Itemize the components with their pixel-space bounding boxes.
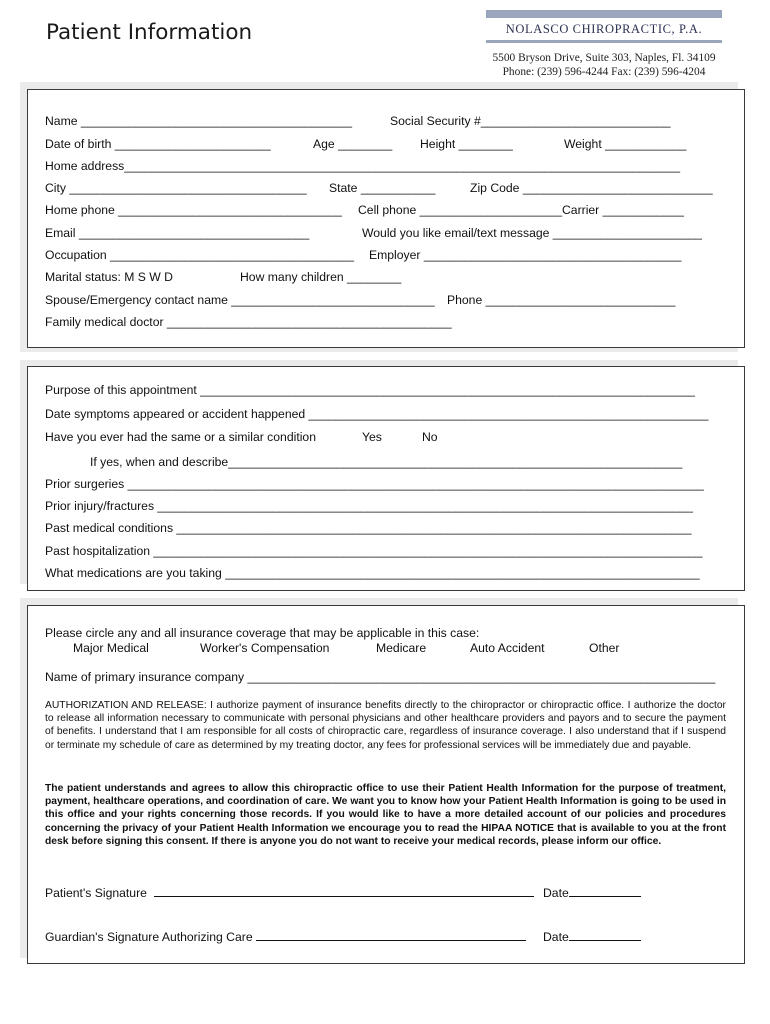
name-field[interactable]: Name ________________________________________ [45,114,353,128]
patient-signature-line[interactable] [154,885,534,897]
occupation-field[interactable]: Occupation ____________________________________ [45,248,355,262]
guardian-date-label: Date [543,930,569,944]
marital-status-field[interactable]: Marital status: M S W D [45,270,173,284]
state-field[interactable]: State ___________ [329,181,436,195]
insurance-consent-box [27,605,745,964]
insurance-instruction: Please circle any and all insurance coverage that may be applicable in this case: [45,626,480,640]
medical-history-box [27,366,745,591]
zip-field[interactable]: Zip Code ____________________________ [470,181,713,195]
insurance-option-other[interactable]: Other [589,641,620,655]
emergency-phone-field[interactable]: Phone ____________________________ [447,293,676,307]
home-address-field[interactable]: Home address__________________________________________________________________________________ [45,159,681,173]
children-field[interactable]: How many children ________ [240,270,402,284]
prior-injury-field[interactable]: Prior injury/fractures _______________________________________________________________________________ [45,499,693,513]
ssn-field[interactable]: Social Security #____________________________ [390,114,671,128]
authorization-release-text: AUTHORIZATION AND RELEASE: I authorize payment of insurance benefits directly to the chiropractor or chiropractic office. I authorize the doctor to release all information necessary to communicate with personal physicians and other healthcare providers and payors and to secure the payment of benefits. I understand that I am responsible for all costs of chiropractic care, regardless of insurance coverage. I also understand that if I suspend or terminate my schedule of care as determined by my treating doctor, any fees for professional services will be immediately due and payable. [45,700,726,751]
hipaa-consent-text: The patient understands and agrees to allow this chiropractic office to use their Patient Health Information for the purpose of treatment, payment, healthcare operations, and coordination of care. We want you to know how your Patient Health Information is going to be used in this office and your rights concerning those records. If you would like to have a more detailed account of our policies and procedures concerning the privacy of your Patient Health Information we encourage you to read the HIPAA NOTICE that is available to you at the front desk before signing this consent. If there is anyone you do not want to receive your medical records, please inform our office. [45,783,726,847]
practice-name: NOLASCO CHIROPRACTIC, P.A. [505,22,703,36]
past-conditions-field[interactable]: Past medical conditions ____________________________________________________________________________ [45,521,692,535]
weight-field[interactable]: Weight ____________ [564,137,687,151]
city-field[interactable]: City ___________________________________ [45,181,307,195]
guardian-signature-row [45,929,526,945]
page-title: Patient Information [46,20,253,45]
symptoms-date-field[interactable]: Date symptoms appeared or accident happened ___________________________________________________________ [45,407,709,421]
practice-phone-fax: Phone: (239) 596-4244 Fax: (239) 596-4204 [502,66,706,78]
insurance-option-auto-accident[interactable]: Auto Accident [470,641,545,655]
medications-field[interactable]: What medications are you taking ______________________________________________________________________ [45,566,700,580]
email-text-preference-field[interactable]: Would you like email/text message ______________________ [362,226,702,240]
prior-surgeries-field[interactable]: Prior surgeries _____________________________________________________________________________________ [45,477,704,491]
patient-date-label: Date [543,886,569,900]
guardian-date-line[interactable] [569,929,641,941]
personal-info-box [27,89,745,348]
letterhead-rule [486,40,722,43]
primary-insurance-field[interactable]: Name of primary insurance company _____________________________________________________________________ [45,670,716,684]
describe-field[interactable]: If yes, when and describe___________________________________________________________________ [90,455,683,469]
insurance-option-workers-comp[interactable]: Worker's Compensation [200,641,330,655]
patient-signature-row [45,885,534,901]
insurance-option-medicare[interactable]: Medicare [376,641,427,655]
age-field[interactable]: Age ________ [313,137,393,151]
family-doctor-field[interactable]: Family medical doctor __________________________________________ [45,315,452,329]
guardian-signature-label: Guardian's Signature Authorizing Care [45,930,253,944]
home-phone-field[interactable]: Home phone _________________________________ [45,203,342,217]
practice-address: 5500 Bryson Drive, Suite 303, Naples, Fl. 34109 [492,52,716,64]
patient-date-row [543,885,641,901]
dob-field[interactable]: Date of birth _______________________ [45,137,271,151]
insurance-option-major-medical[interactable]: Major Medical [73,641,149,655]
employer-field[interactable]: Employer ______________________________________ [369,248,682,262]
patient-date-line[interactable] [569,885,641,897]
email-field[interactable]: Email __________________________________ [45,226,310,240]
emergency-contact-field[interactable]: Spouse/Emergency contact name ______________________________ [45,293,435,307]
purpose-field[interactable]: Purpose of this appointment _________________________________________________________________________ [45,383,695,397]
cell-phone-field[interactable]: Cell phone _____________________Carrier ____________ [358,203,684,217]
same-condition-label: Have you ever had the same or a similar condition [45,430,316,444]
guardian-signature-line[interactable] [256,929,526,941]
height-field[interactable]: Height ________ [420,137,513,151]
no-option[interactable]: No [422,430,438,444]
past-hospitalization-field[interactable]: Past hospitalization _________________________________________________________________________________ [45,544,703,558]
yes-option[interactable]: Yes [362,430,382,444]
guardian-date-row [543,929,641,945]
patient-signature-label: Patient's Signature [45,886,147,900]
letterhead-top-bar [486,10,722,18]
